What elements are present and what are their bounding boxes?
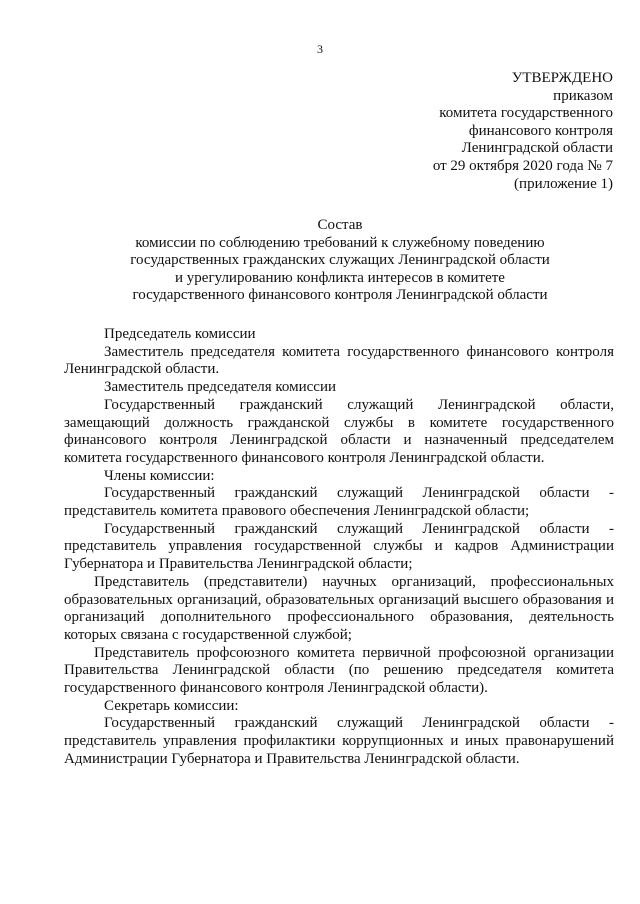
document-title bbox=[60, 217, 620, 305]
approval-line: комитета государственного bbox=[439, 105, 613, 122]
chairman-heading: Председатель комиссии bbox=[104, 326, 256, 342]
secretary-description: Государственный гражданский служащий Ленинградской области - представитель управления профилактики коррупционных и иных правонарушений Администрации Губернатора и Правительства Ленинградской области. bbox=[64, 715, 614, 767]
chairman-description: Заместитель председателя комитета государственного финансового контроля Ленинградской области. bbox=[64, 343, 614, 378]
approval-date: от 29 октября 2020 года № 7 bbox=[432, 157, 613, 174]
title-heading: Состав bbox=[317, 217, 363, 233]
title-line: государственных гражданских служащих Ленинградской области bbox=[130, 252, 550, 269]
member-item: Государственный гражданский служащий Ленинградской области - представитель комитета правового обеспечения Ленинградской области; bbox=[64, 485, 614, 520]
approval-line: финансового контроля bbox=[468, 122, 613, 139]
deputy-chairman-heading: Заместитель председателя комиссии bbox=[104, 379, 337, 396]
member-item: Представитель профсоюзного комитета первичной профсоюзной организации Правительства Ленинградской области (по решению председателя комитета государственного финансового контроля Ленинградской области). bbox=[64, 644, 614, 697]
member-item: Представитель (представители) научных организаций, профессиональных образовательных организаций, образовательных организаций высшего образования и организаций дополнительного профессионального образования, деятельность которых связана с государственной службой; bbox=[64, 573, 614, 643]
title-line: комиссии по соблюдению требований к служебному поведению bbox=[135, 234, 545, 251]
title-line: государственного финансового контроля Ленинградской области bbox=[132, 287, 548, 304]
approval-appendix: (приложение 1) bbox=[514, 175, 613, 192]
secretary-heading: Секретарь комиссии: bbox=[104, 697, 239, 714]
approval-heading: УТВЕРЖДЕНО bbox=[511, 70, 613, 86]
approval-line: приказом bbox=[553, 87, 613, 104]
title-line: и урегулированию конфликта интересов в комитете bbox=[175, 269, 505, 286]
document-body bbox=[64, 326, 614, 769]
page-number: 3 bbox=[317, 42, 323, 56]
member-item: Государственный гражданский служащий Ленинградской области - представитель управления государственной службы и кадров Администрации Губернатора и Правительства Ленинградской области; bbox=[64, 520, 614, 573]
approval-line: Ленинградской области bbox=[461, 140, 613, 157]
members-heading: Члены комиссии: bbox=[104, 467, 215, 484]
approval-stamp bbox=[433, 70, 613, 193]
deputy-chairman-description: Государственный гражданский служащий Ленинградской области, замещающий должность гражданской службы в комитете государственного финансового контроля Ленинградской области и назначенный председателем комитета государственного финансового контроля Ленинградской области. bbox=[64, 396, 614, 466]
